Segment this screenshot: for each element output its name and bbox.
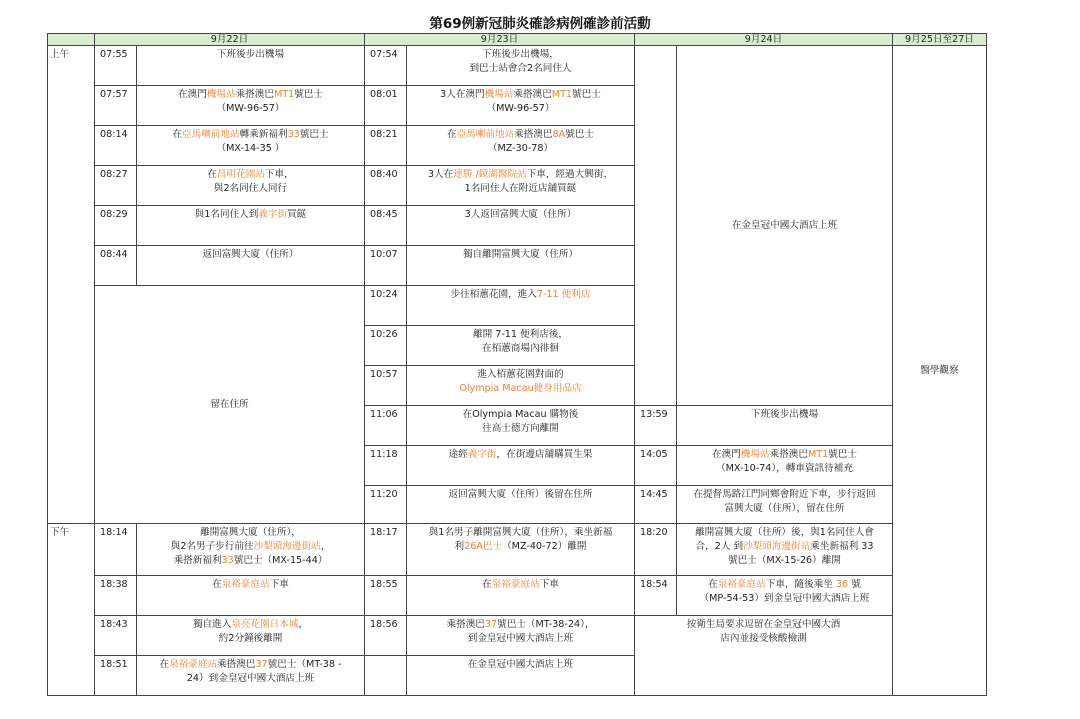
highlight-text: Olympia Macau健身用品店 xyxy=(459,383,582,394)
highlight-text: 義字街 xyxy=(467,449,497,460)
activity-text: 離開 7-11 便利店後， xyxy=(472,329,569,340)
activity-text: 與2名男子步行前往 xyxy=(170,541,254,552)
activity-cell xyxy=(407,576,635,616)
activity-text: 下車，隨後乘坐 xyxy=(765,579,836,590)
time-cell: 10:26 xyxy=(365,326,407,366)
activity-text: 號巴士 xyxy=(565,129,594,140)
activity-text: 號巴士（MX-15-26）離開 xyxy=(728,555,841,566)
activity-text: 下車 xyxy=(539,579,559,590)
activity-text: 進入栢蕙花園對面的 xyxy=(477,369,564,380)
activity-text: 與2名同住人同行 xyxy=(213,183,288,194)
activity-text: 24）到金皇冠中國大酒店上班 xyxy=(186,673,315,684)
activity-cell xyxy=(137,46,365,86)
highlight-text: 亞馬喇前地站 xyxy=(182,129,240,140)
activity-text: 下班後步出機場 xyxy=(216,49,285,60)
header-sep22: 9月22日 xyxy=(95,34,365,46)
activity-text: 在澳門 xyxy=(712,449,741,460)
activity-cell: 在金皇冠中國大酒店上班 xyxy=(677,46,893,406)
activity-cell xyxy=(677,576,893,616)
highlight-text: 泉亮花園日本城 xyxy=(231,619,299,630)
activity-cell xyxy=(677,486,893,524)
activity-cell xyxy=(407,166,635,206)
activity-cell xyxy=(677,524,893,576)
highlight-text: 昌明花園站 xyxy=(216,169,265,180)
time-cell xyxy=(365,656,407,696)
time-cell: 08:45 xyxy=(365,206,407,246)
activity-text: 號巴士 xyxy=(294,89,323,100)
activity-text: 號巴士（MT-38 - xyxy=(267,659,342,670)
activity-text: 離開富興大廈（住所）後，與1名同住人會 xyxy=(695,527,874,538)
activity-text: 利 xyxy=(454,541,465,552)
time-cell: 18:54 xyxy=(635,576,677,616)
activity-text: 在栢蕙商場內徘徊 xyxy=(482,343,559,354)
activity-cell xyxy=(407,486,635,524)
activity-text: 在澳門 xyxy=(178,89,207,100)
activity-text: 乘搭澳巴 xyxy=(514,129,553,140)
page-title: 第69例新冠肺炎確診病例確診前活動 xyxy=(429,16,651,32)
activity-text: 在提督馬路江門同鄉會附近下車，步行返回 xyxy=(693,489,876,500)
activity-text: 乘搭澳巴 xyxy=(235,89,274,100)
highlight-text: 泉裕豪庭站 xyxy=(491,579,540,590)
activity-text: 號巴士（MX-15-44） xyxy=(233,555,328,566)
highlight-text: 沙梨頭海邊街站 xyxy=(743,541,811,552)
highlight-text: 7-11 便利店 xyxy=(536,289,591,300)
activity-text: 到金皇冠中國大酒店上班 xyxy=(467,633,574,644)
time-cell: 18:20 xyxy=(635,524,677,576)
activity-text: 下車 xyxy=(269,579,289,590)
activity-text: ，在街邊店舖購買生果 xyxy=(496,449,593,460)
activity-text: 在 xyxy=(708,579,718,590)
activity-text: 在Olympia Macau 購物後 xyxy=(462,409,579,420)
time-cell: 11:18 xyxy=(365,446,407,486)
activity-text: 號巴士 xyxy=(299,129,329,140)
time-cell: 18:38 xyxy=(95,576,137,616)
time-cell: 10:57 xyxy=(365,366,407,406)
time-cell: 07:57 xyxy=(95,86,137,126)
activity-text: 在 xyxy=(207,169,217,180)
activity-text: 富興大廈（住所），留在住所 xyxy=(724,503,845,514)
activity-text: 在 xyxy=(172,129,183,140)
observation-cell: 醫學觀察 xyxy=(893,46,987,696)
activity-cell xyxy=(137,86,365,126)
activity-text: 下班後步出機場 xyxy=(750,409,819,420)
time-cell: 18:56 xyxy=(365,616,407,656)
highlight-text: 33 xyxy=(287,129,300,140)
highlight-text: MT1 xyxy=(551,89,573,100)
activity-cell xyxy=(407,86,635,126)
activity-text: 號巴士（MT-38-24）， xyxy=(497,619,595,630)
activity-text: （MZ-30-78） xyxy=(487,143,554,154)
activity-text: 約2分鐘後離開 xyxy=(218,633,283,644)
activity-cell xyxy=(677,406,893,446)
highlight-text: 36 xyxy=(835,579,849,590)
time-cell: 08:44 xyxy=(95,246,137,286)
activity-cell xyxy=(407,366,635,406)
table-row xyxy=(48,576,987,616)
activity-text: 1名同住人在附近店舖買餸 xyxy=(464,183,577,194)
activity-text: 返回富興大廈（住所）後留在住所 xyxy=(448,489,593,500)
activity-text: 號 xyxy=(848,579,861,590)
activity-cell xyxy=(407,126,635,166)
activity-cell xyxy=(137,576,365,616)
table-row xyxy=(48,616,987,656)
activity-text: 下車， xyxy=(264,169,294,180)
header-sep25-27: 9月25日至27日 xyxy=(893,34,987,46)
activity-text: 乘搭澳巴 xyxy=(769,449,808,460)
activity-cell xyxy=(137,246,365,286)
activity-text: 與1名男子離開富興大廈（住所），乘坐新福 xyxy=(428,527,613,538)
activity-text: 乘搭澳巴 xyxy=(446,619,485,630)
time-cell: 18:14 xyxy=(95,524,137,576)
highlight-text: 泉裕豪庭站 xyxy=(221,579,270,590)
highlight-text: 8A xyxy=(552,129,566,140)
period-am: 上午 xyxy=(48,46,95,524)
activity-text: ， xyxy=(320,541,331,552)
activity-cell xyxy=(137,166,365,206)
time-cell: 14:05 xyxy=(635,446,677,486)
activity-cell xyxy=(137,126,365,166)
activity-cell xyxy=(407,286,635,326)
activity-text: 轉乘新福利 xyxy=(239,129,288,140)
activity-cell xyxy=(407,326,635,366)
activity-text: （MW-96-57） xyxy=(216,103,285,114)
activity-cell xyxy=(407,446,635,486)
activity-text: 在 xyxy=(212,579,222,590)
activity-cell xyxy=(137,616,365,656)
activity-text: 乘坐新福利 33 xyxy=(810,541,874,552)
activity-text: 號巴士 xyxy=(572,89,601,100)
highlight-text: 沙梨頭海邊街站 xyxy=(253,541,321,552)
activity-cell xyxy=(407,206,635,246)
time-cell: 18:55 xyxy=(365,576,407,616)
activity-text: 獨自離開富興大廈（住所） xyxy=(462,249,579,260)
activity-text: 乘搭澳巴 xyxy=(217,659,256,670)
activity-cell xyxy=(407,616,635,656)
activity-cell xyxy=(137,206,365,246)
activity-text: （MP-54-53）到金皇冠中國大酒店上班 xyxy=(699,593,870,604)
highlight-text: 泉裕豪庭站 xyxy=(717,579,766,590)
activity-text: 3人在 xyxy=(427,169,454,180)
header-row xyxy=(48,34,987,46)
highlight-text: 37 xyxy=(255,659,268,670)
time-cell: 07:55 xyxy=(95,46,137,86)
activity-cell xyxy=(137,656,365,696)
time-cell: 14:45 xyxy=(635,486,677,524)
highlight-text: 亞馬喇前地站 xyxy=(456,129,515,140)
highlight-text: 義字街 xyxy=(258,209,288,220)
activity-text: 在 xyxy=(447,129,457,140)
time-cell: 18:43 xyxy=(95,616,137,656)
activity-text: 3人返回富興大廈（住所） xyxy=(464,209,577,220)
activity-text: 3人在澳門 xyxy=(440,89,485,100)
header-sep23: 9月23日 xyxy=(365,34,635,46)
period-pm: 下午 xyxy=(48,524,95,696)
highlight-text: MT1 xyxy=(807,449,829,460)
activity-text: （MW-96-57） xyxy=(486,103,555,114)
header-sep24: 9月24日 xyxy=(635,34,893,46)
table-row xyxy=(48,46,987,86)
activity-text: 返回富興大廈（住所） xyxy=(202,249,299,260)
highlight-text: 機場站 xyxy=(740,449,770,460)
activity-text: ， xyxy=(298,619,309,630)
time-cell: 13:59 xyxy=(635,406,677,446)
activity-text: 與1名同住人到 xyxy=(194,209,259,220)
activity-text: 買餸 xyxy=(287,209,307,220)
activity-cell xyxy=(137,524,365,576)
highlight-text: 37 xyxy=(484,619,498,630)
time-cell: 08:40 xyxy=(365,166,407,206)
time-cell: 08:29 xyxy=(95,206,137,246)
activity-cell xyxy=(407,46,635,86)
activity-text: 獨自進入 xyxy=(192,619,232,630)
activity-text: 到巴士站會合2名同住人 xyxy=(469,63,572,74)
activity-text: （MX-14-35 ） xyxy=(216,143,285,154)
highlight-text: 26A巴士 xyxy=(464,541,503,552)
time-cell: 11:06 xyxy=(365,406,407,446)
time-cell: 08:21 xyxy=(365,126,407,166)
activity-text: 乘搭新福利 xyxy=(173,555,222,566)
time-cell: 07:54 xyxy=(365,46,407,86)
activity-cell xyxy=(407,246,635,286)
activity-text: 往高士德方向離開 xyxy=(482,423,559,434)
highlight-text: 33 xyxy=(221,555,234,566)
activity-cell: 留在住所 xyxy=(95,286,365,524)
activity-cell xyxy=(407,406,635,446)
activity-cell xyxy=(407,524,635,576)
time-cell: 10:07 xyxy=(365,246,407,286)
time-cell: 18:51 xyxy=(95,656,137,696)
empty-cell xyxy=(635,46,677,406)
time-cell: 11:20 xyxy=(365,486,407,524)
highlight-text: MT1 xyxy=(273,89,295,100)
activity-table xyxy=(47,33,987,696)
activity-text: （MX-10-74），轉車資訊待補充 xyxy=(716,463,853,474)
activity-text: 途經 xyxy=(448,449,468,460)
activity-text: 下班後步出機場， xyxy=(482,49,559,60)
activity-text: 號巴士 xyxy=(828,449,857,460)
header-empty xyxy=(48,34,95,46)
activity-text: 步往栢蕙花園，進入 xyxy=(450,289,537,300)
time-cell: 08:14 xyxy=(95,126,137,166)
activity-text: 合，2人 到 xyxy=(695,541,744,552)
highlight-text: 機場站 xyxy=(484,89,514,100)
table-row xyxy=(48,524,987,576)
highlight-text: 連勝 /鏡湖醫院站 xyxy=(453,169,527,180)
time-cell: 08:01 xyxy=(365,86,407,126)
activity-text: 乘搭澳巴 xyxy=(513,89,552,100)
activity-cell xyxy=(407,656,635,696)
activity-cell: 按衛生局要求逗留在金皇冠中國大酒店內並接受核酸檢測 xyxy=(635,616,893,696)
activity-text: 在 xyxy=(482,579,492,590)
highlight-text: 機場站 xyxy=(206,89,236,100)
highlight-text: 泉裕豪庭站 xyxy=(169,659,218,670)
activity-text: （MZ-40-72）離開 xyxy=(502,541,587,552)
activity-text: 下車，經過大興街， xyxy=(526,169,614,180)
activity-text: 離開富興大廈（住所）， xyxy=(200,527,301,538)
time-cell: 08:27 xyxy=(95,166,137,206)
time-cell: 10:24 xyxy=(365,286,407,326)
activity-text: 在金皇冠中國大酒店上班 xyxy=(467,659,574,670)
activity-text: 在 xyxy=(159,659,170,670)
time-cell: 18:17 xyxy=(365,524,407,576)
activity-cell xyxy=(677,446,893,486)
